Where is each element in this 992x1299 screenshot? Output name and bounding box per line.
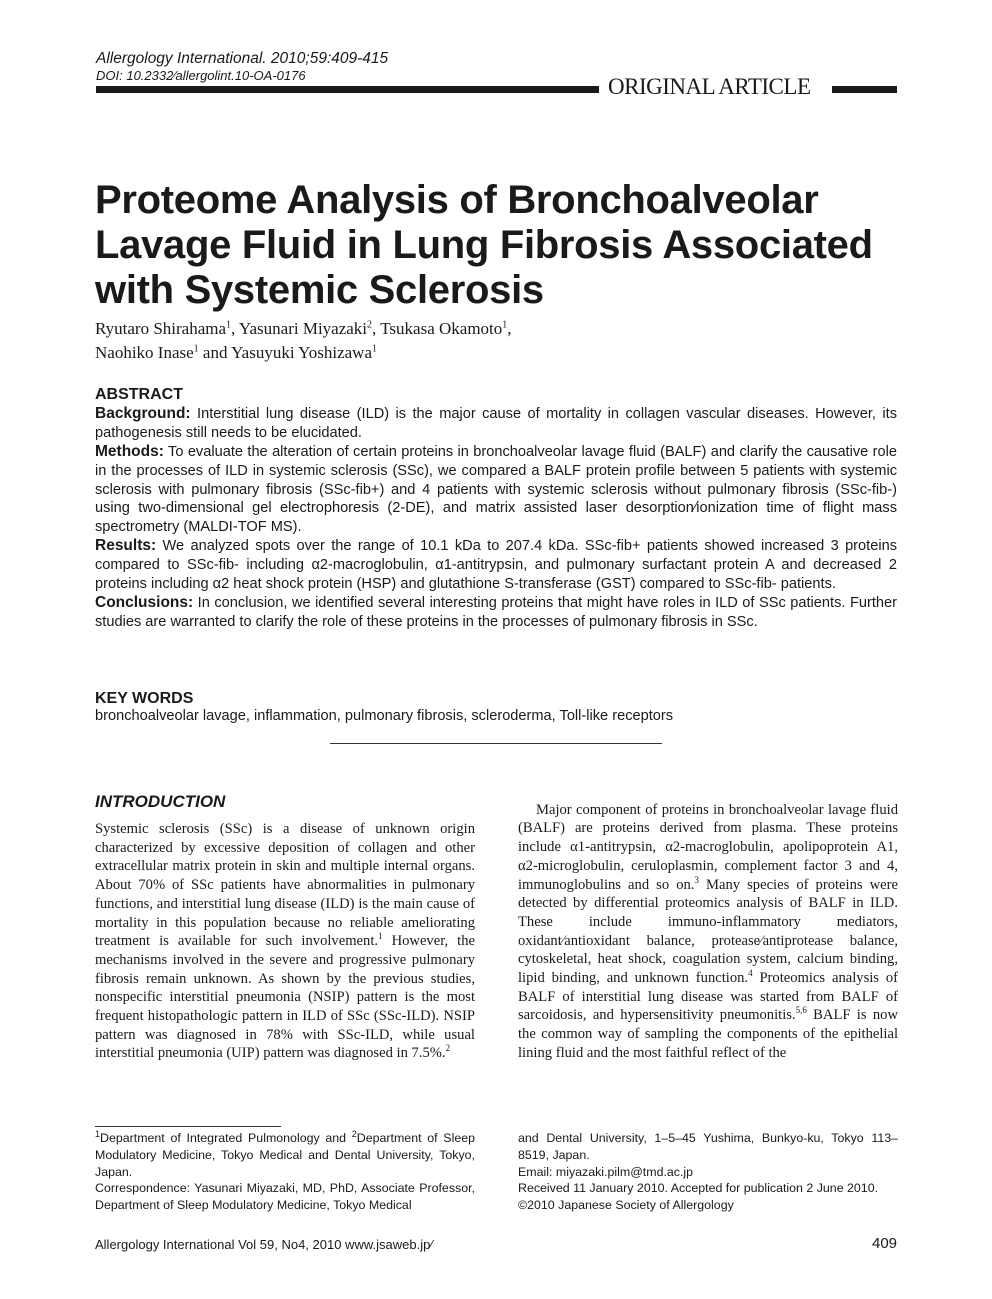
author-name: , Tsukasa Okamoto [372,319,503,338]
citation-marker: 2 [445,1043,451,1054]
body-text: Many species of proteins were detected by differential proteomics analysis of BALF in ILD. These include immuno-inflammatory mediators, oxidant∕antioxidant balance, protease∕antiprotease balance, cytoskeletal, heat shock, coagulation system, calcium binding, lipid binding, and unknown function. [518,876,898,987]
header-rule-left [96,86,599,93]
doi[interactable]: DOI: 10.2332∕allergolint.10-OA-0176 [96,68,306,83]
author-name: Naohiko Inase [95,343,194,362]
affiliation-note [95,1130,475,1180]
author-list [95,317,895,365]
footnote-rule [95,1126,281,1127]
background-label: Background: [95,404,191,422]
keywords-heading: KEY WORDS [95,690,194,707]
citation-marker: 4 [748,968,753,979]
affiliation-marker: 1 [193,343,199,355]
page-number: 409 [872,1235,898,1252]
email-note[interactable]: Email: miyazaki.pilm@tmd.ac.jp [518,1164,694,1179]
intro-paragraph-2 [518,801,898,1063]
received-note: Received 11 January 2010. Accepted for publication 2 June 2010. [518,1181,879,1196]
abstract-conclusions [95,594,897,632]
conclusions-label: Conclusions: [95,593,194,611]
body-column-left [95,820,475,1063]
section-divider [330,743,662,744]
article-title: Proteome Analysis of Bronchoalveolar Lavage Fluid in Lung Fibrosis Associated with Systemic Sclerosis [95,178,873,312]
body-text: However, the mechanisms involved in the severe and progressive pulmonary fibrosis remain unknown. As shown by the previous studies, nonspecific interstitial pneumonia (NSIP) pattern is the most frequent histopathologic pattern in ILD of SSc (SSc-ILD). NSIP pattern was diagnosed in 78% with SSc-ILD, while usual interstitial pneumonia (UIP) pattern was diagnosed in 7.5%. [95,933,475,1062]
author-name: Ryutaro Shirahama [95,319,227,338]
copyright-note: ©2010 Japanese Society of Allergology [518,1198,734,1213]
author-name: and Yasuyuki Yoshizawa [198,343,372,362]
body-text: Major component of proteins in bronchoalveolar lavage fluid (BALF) are proteins derived from plasma. These proteins include α1-antitrypsin, α2-macroglobulin, apolipoprotein A1, α2-microglobulin, ceruloplasmin, complement factor 3 and 4, immunoglobulins and so on. [518,801,898,893]
affiliation-marker: 1 [372,343,377,355]
methods-text: To evaluate the alteration of certain proteins in bronchoalveolar lavage fluid (BALF) and clarify the causative role in the processes of ILD in systemic sclerosis (SSc), we compared a BALF protein profile between 5 patients with systemic sclerosis with pulmonary fibrosis (SSc-fib+) and 4 patients with systemic sclerosis without pulmonary fibrosis (SSc-fib-) using two-dimensional gel electrophoresis (2-DE), and matrix assisted laser desorption∕ionization time of flight mass spectrometry (MALDI-TOF MS). [95,443,897,536]
results-label: Results: [95,537,157,555]
body-text: BALF is now the common way of sampling the components of the epithelial lining fluid and the most faithful reflect of the [518,1007,898,1061]
body-text: Systemic sclerosis (SSc) is a disease of unknown origin characterized by excessive deposition of collagen and other extracellular matrix protein in skin and multiple internal organs. About 70% of SSc patients have abnormalities in pulmonary functions, and interstitial lung disease (ILD) is the main cause of mortality in this population because no reliable ameliorating treatment is available for such involvement. [95,821,475,950]
affiliation-marker: 2 [367,319,373,331]
journal-citation: Allergology International. 2010;59:409-415 [96,50,389,67]
keywords-list: bronchoalveolar lavage, inflammation, pulmonary fibrosis, scleroderma, Toll-like receptors [95,708,674,724]
citation-marker: 3 [694,874,699,885]
abstract-section [95,386,897,632]
background-text: Interstitial lung disease (ILD) is the major cause of mortality in collagen vascular diseases. However, its pathogenesis still needs to be elucidated. [95,405,897,441]
affiliation-marker: 1 [502,319,508,331]
correspondence-note: Correspondence: Yasunari Miyazaki, MD, PhD, Associate Professor, Department of Sleep Modulatory Medicine, Tokyo Medical [95,1181,475,1213]
article-type-label: ORIGINAL ARTICLE [608,74,811,99]
abstract-heading: ABSTRACT [95,386,183,403]
methods-label: Methods: [95,442,164,460]
footer-citation: Allergology International Vol 59, No4, 2010 www.jsaweb.jp∕ [95,1237,433,1252]
address-note: and Dental University, 1–5–45 Yushima, Bunkyo-ku, Tokyo 113–8519, Japan. [518,1131,898,1162]
body-text: Proteomics analysis of BALF of interstitial lung disease was started from BALF of sarcoidosis, and hypersensitivity pneumonitis. [518,970,898,1024]
conclusions-text: In conclusion, we identified several interesting proteins that might have roles in ILD of SSc patients. Further studies are warranted to clarify the role of these proteins in the processes of pulmonary fibrosis in SSc. [95,594,897,630]
abstract-results [95,537,897,594]
citation-marker: 5,6 [795,1005,807,1016]
author-separator: , [507,319,512,338]
affiliation-marker: 1 [226,319,232,331]
footnotes-right [518,1130,898,1214]
header-rule-right [832,86,897,93]
body-column-right [518,782,898,1063]
affiliation-text: Department of Sleep Modulatory Medicine, Tokyo Medical and Dental University, Tokyo, Japan. [95,1131,475,1179]
abstract-background [95,405,897,443]
abstract-methods [95,443,897,538]
footnotes-left [95,1130,475,1214]
author-name: , Yasunari Miyazaki [231,319,368,338]
intro-paragraph-1 [95,820,475,1063]
affiliation-marker: 2 [351,1128,357,1139]
affiliation-text: Department of Integrated Pulmonology and [100,1131,352,1145]
affiliation-marker: 1 [95,1128,101,1139]
results-text: We analyzed spots over the range of 10.1 kDa to 207.4 kDa. SSc-fib+ patients showed increased 3 proteins compared to SSc-fib- including α2-macroglobulin, α1-antitrypsin, and pulmonary surfactant protein A and decreased 2 proteins including α2 heat shock protein (HSP) and glutathione S-transferase (GST) compared to SSc-fib- patients. [95,538,897,593]
introduction-heading: INTRODUCTION [95,792,226,811]
citation-marker: 1 [378,931,383,942]
